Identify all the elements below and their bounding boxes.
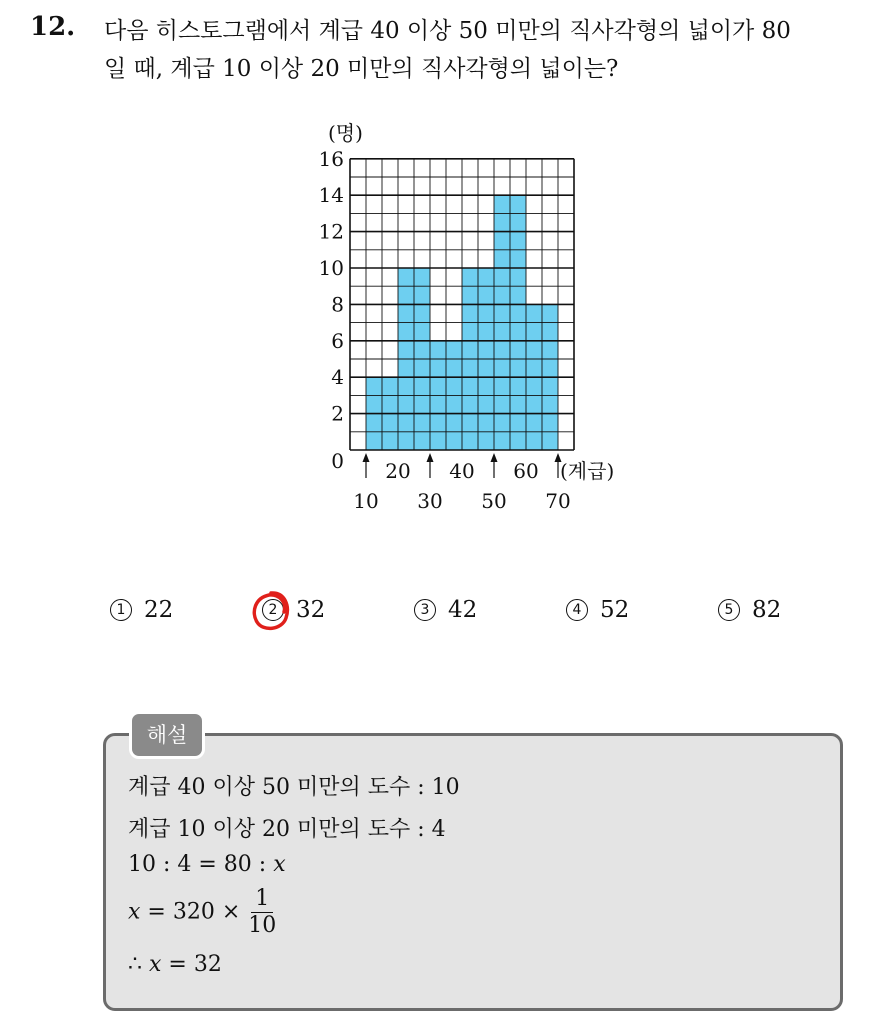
question-text: [104, 12, 874, 88]
y-tick-label: 16: [318, 146, 344, 171]
solution-fraction: [246, 886, 278, 939]
choice-4-mark: 4: [566, 599, 588, 621]
solution-line-3-text: 10 : 4 = 80 :: [128, 852, 274, 877]
x-tick-label-lower: 70: [545, 489, 571, 510]
fraction-denominator: 10: [248, 913, 277, 938]
y-tick-label: 10: [318, 256, 344, 280]
solution-line-1: 계급 40 이상 50 미만의 도수 : 10: [128, 775, 460, 800]
choice-3[interactable]: [414, 597, 477, 623]
choice-5-mark: 5: [718, 599, 740, 621]
choice-1-value: 22: [144, 597, 174, 623]
x-tick-label-lower: 10: [353, 489, 379, 510]
solution-line-5: [128, 952, 222, 977]
y-tick-label: 4: [331, 365, 344, 390]
y-tick-label: 8: [331, 292, 344, 317]
y-tick-label: 14: [318, 183, 344, 208]
choice-3-value: 42: [448, 597, 478, 623]
x-tick-label-lower: 30: [417, 489, 443, 510]
y-tick-label: 6: [331, 328, 344, 353]
choice-4-value: 52: [600, 597, 630, 623]
answer-circle-mark: [249, 588, 293, 636]
x-tick-arrowhead: [427, 453, 434, 462]
solution-line-4: [128, 886, 278, 939]
x-tick-arrowhead: [363, 453, 370, 462]
solution-line-5-prefix: ∴: [128, 952, 149, 977]
y-tick-label: 2: [331, 401, 344, 426]
choice-1-mark: 1: [110, 599, 132, 621]
y-tick-label: 12: [318, 219, 344, 244]
choice-5[interactable]: [718, 597, 781, 623]
x-tick-label-upper: 20: [385, 459, 411, 483]
histogram-chart: [310, 110, 680, 510]
choice-2-value: 32: [296, 597, 326, 623]
solution-tag: 해설: [129, 711, 205, 759]
choice-4[interactable]: [566, 597, 629, 623]
fraction-numerator: 1: [251, 886, 273, 913]
solution-line-4-var: x: [128, 899, 141, 925]
choice-1[interactable]: [110, 597, 173, 623]
question-number: 12.: [30, 12, 76, 42]
x-tick-label-upper: 60: [513, 459, 539, 483]
choice-2-mark: 2: [262, 599, 284, 621]
y-tick-label: 0: [331, 449, 344, 473]
solution-line-4-mid: = 320 ×: [140, 899, 241, 925]
solution-line-3: [128, 852, 286, 877]
x-tick-label-lower: 50: [481, 489, 507, 510]
x-tick-label-upper: 40: [449, 459, 475, 483]
x-unit-label: (계급): [560, 459, 615, 483]
solution-line-5-rest: = 32: [161, 952, 222, 977]
solution-line-5-var: x: [149, 952, 162, 977]
y-unit-label: (명): [328, 121, 363, 145]
solution-line-2: 계급 10 이상 20 미만의 도수 : 4: [128, 817, 446, 842]
question-line-1: 다음 히스토그램에서 계급 40 이상 50 미만의 직사각형의 넓이가 80: [104, 18, 791, 44]
x-tick-arrowhead: [491, 453, 498, 462]
choice-5-value: 82: [752, 597, 782, 623]
question-line-2: 일 때, 계급 10 이상 20 미만의 직사각형의 넓이는?: [104, 56, 619, 82]
solution-line-3-var: x: [273, 852, 286, 877]
choice-3-mark: 3: [414, 599, 436, 621]
